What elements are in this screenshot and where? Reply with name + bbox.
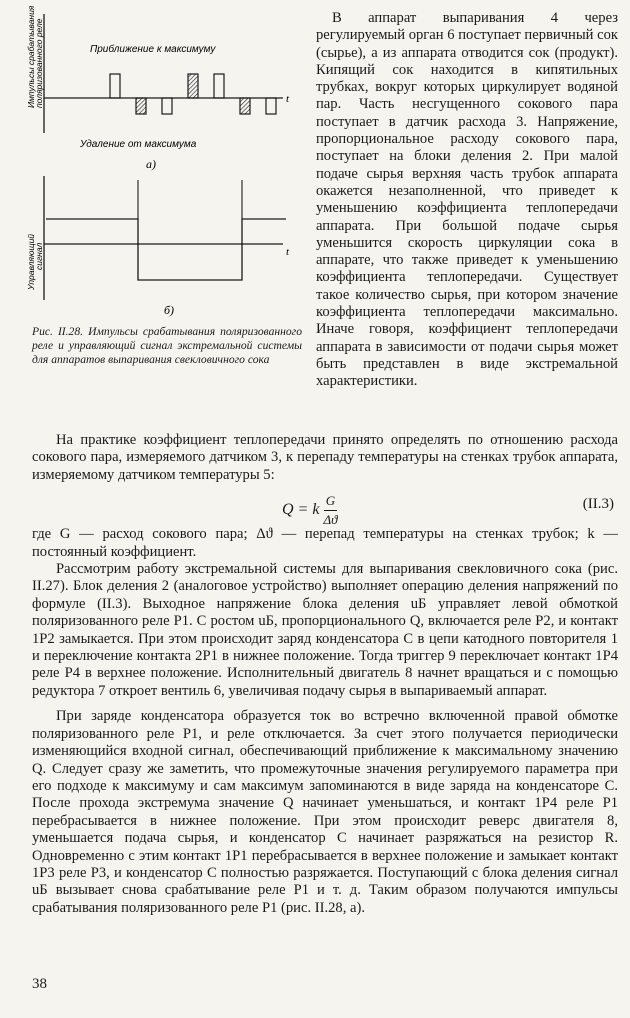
formula-expression xyxy=(282,492,337,528)
panel-b-ylabel-1: Управляющий xyxy=(26,233,36,290)
paragraph: Рассмотрим работу экстремальной системы для выпаривания свекловичного сока (рис. II.27). Блок деления 2 (аналоговое устройство) выполняет операцию деления напряжений по формуле (II.3). Выходное напряжение блока деления uБ управляет левой обмоткой поляризованного реле P1. С ростом uБ, пропорционального Q, включается реле P2, и контакт 1P2 замыкается. При этом происходит заряд конденсатора C в цепи катодного повторителя 1 и переключение контакта 2P1 в нижнее положение. Тогда триггер 9 переключает контакт 1P4 реле P4 в верхнее положение. Исполнительный двигатель 8 начнет вращаться и с помощью редуктора 7 откроет вентиль 6, увеличивая подачу сырья в выпариваемый аппарат. xyxy=(32,561,618,699)
panel-b-axis-label: t xyxy=(286,246,290,258)
pulse-down-hatched xyxy=(136,98,146,114)
pulse-up xyxy=(110,74,120,98)
figure-ii-28 xyxy=(26,5,310,323)
paragraph: В аппарат выпаривания 4 через регулируемый орган 6 поступает первичный сок (сырье), а из аппарата отводится сок (продукт). Кипящий сок находится в кипятильных трубках, вокруг которых циркулирует водяной пар. Часть несгущенного сокового пара поступает в датчик расхода 3. Напряжение, пропорциональное расходу сокового пара, поступает на блоки деления 2. При малой подаче сырья верхняя часть трубок аппарата окажется незаполненной, что приведет к уменьшению коэффициента теплопередачи аппарата. При большой подаче сырья уменьшится скорость циркуляции сока в аппарате, что также приведет к уменьшению коэффициента теплопередачи. Существует такое количество сырья, при котором значение коэффициента теплопередачи максимально. Иначе говоря, коэффициент теплопередачи аппарата в зависимости от подачи сырья может быть представлен в виде экстремальной характеристики. xyxy=(316,10,618,390)
paragraph: где G — расход сокового пара; Δϑ — перепад температуры на стенках трубок; k — постоянный коэффициент. xyxy=(32,526,618,560)
panel-b-label: б) xyxy=(164,303,175,317)
main-text-column xyxy=(32,432,618,917)
paragraph: При заряде конденсатора образуется ток во встречно включенной правой обмотке поляризованного реле P1, и реле отключается. За счет этого получается периодически изменяющийся входной сигнал, обеспечивающий приближение к максимальному значению Q. Следует сразу же заметить, что промежуточные значения регулируемого параметра при его подходе к максимуму и сам максимум запоминаются в виде заряда на конденсаторе C. После прохода экстремума значение Q начинает уменьшаться, и контакт 1P4 реле P1 перебрасывается в нижнее положение. При этом происходит реверс двигателя 8, уменьшается подача сырья, и конденсатор C начинает разряжаться на резистор R. Одновременно с этим контакт 1P1 перебрасывается в верхнее положение и замыкает контакт 1P3 реле P3, и конденсатор C полностью разряжается. Поступающий с блока деления сигнал uБ вызывает снова срабатывание реле P1 и т. д. Таким образом получаются импульсы срабатывания поляризованного реле P1 (рис. II.28, а). xyxy=(32,708,618,916)
panel-a xyxy=(26,5,290,171)
panel-b xyxy=(26,176,290,317)
figure-caption: Рис. II.28. Импульсы срабатывания поляризованного реле и управляющий сигнал экстремальной системы для аппаратов выпаривания свекловичного сока xyxy=(32,325,302,366)
equation-number: (II.3) xyxy=(582,496,614,513)
panel-a-axis-label: t xyxy=(286,93,290,105)
pulse-down xyxy=(266,98,276,114)
paragraph: На практике коэффициент теплопередачи принято определять по отношению расхода сокового пара, измеряемого датчиком 3, к перепаду температуры на стенках трубок аппарата, измеряемому датчиком температуры 5: xyxy=(32,432,618,483)
panel-a-label: а) xyxy=(146,157,156,171)
side-text-column xyxy=(316,10,618,391)
pulse-down-hatched xyxy=(240,98,250,114)
pulse-down xyxy=(162,98,172,114)
panel-a-lower-label: Удаление от максимума xyxy=(80,139,197,150)
panel-a-ylabel-1: Импульсы срабатывания xyxy=(26,5,36,108)
formula-fraction xyxy=(323,492,337,528)
formula-lhs: Q = k xyxy=(282,501,320,519)
formula-numerator: G xyxy=(324,492,337,510)
pulse-up xyxy=(214,74,224,98)
pulse-up-hatched xyxy=(188,74,198,98)
panel-a-ylabel-2: поляризованного реле xyxy=(34,18,44,108)
panel-b-ylabel-2: сигнал xyxy=(34,242,44,270)
control-signal-line xyxy=(46,219,286,280)
figure-diagram xyxy=(26,5,310,323)
panel-a-upper-label: Приближение к максимуму xyxy=(90,44,216,55)
formula-ii-3 xyxy=(32,488,618,527)
page-number: 38 xyxy=(32,976,47,992)
formula-denominator: Δϑ xyxy=(323,511,338,527)
